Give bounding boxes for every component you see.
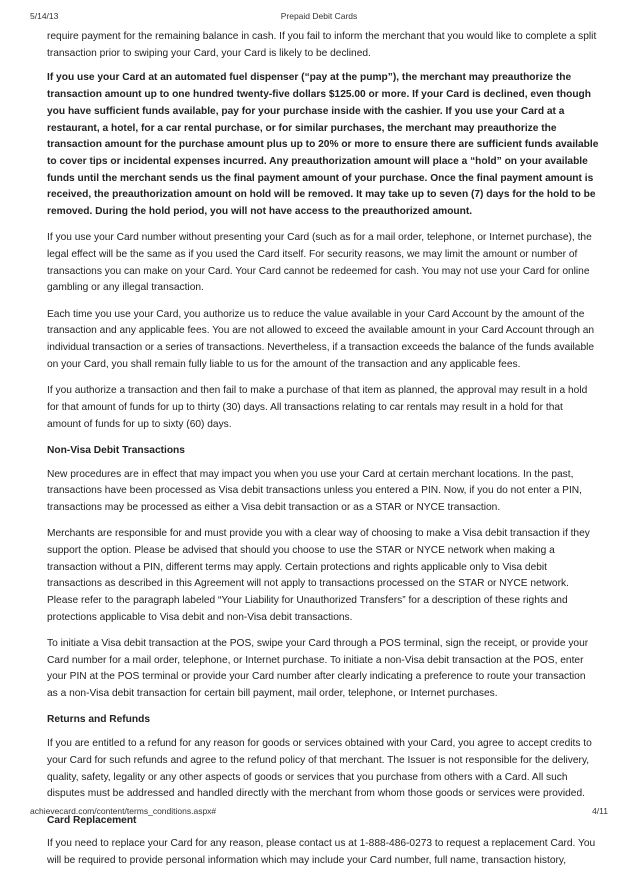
heading-card-replacement: Card Replacement [47,814,137,826]
paragraph-continuation: require payment for the remaining balance in cash. If you fail to inform the merchant that you would like to complete a split transaction prior to swiping your Card, your Card is likely to be declined. [47,31,597,59]
page-url: achievecard.com/content/terms_conditions.aspx# [30,806,217,816]
paragraph-new-procedures: New procedures are in effect that may impact you when you use your Card at certain merchant locations. In the past, transactions have been processed as Visa debit transactions unless you entered a PIN. Now, if you do not enter a PIN, transactions may be processed as either a Visa debit transaction or as a STAR or NYCE transaction. [47,468,582,513]
paragraph-merchants: Merchants are responsible for and must provide you with a clear way of choosing to make a Visa debit transaction if they support the option. Please be advised that should you choose to use the STAR or NYCE network when making a transaction without a PIN, different terms may apply. Certain protections and rights applicable only to Visa debit transactions as described in this Agreement will not apply to transactions processed on the STAR or NYCE network. Please refer to the paragraph labeled “Your Liability for Unauthorized Transfers” for a description of these rights and protections applicable to Visa debit and non-Visa debit transactions. [47,528,590,623]
paragraph-fuel-dispenser: If you use your Card at an automated fuel dispenser (“pay at the pump”), the merchant may preauthorize the transaction amount up to one hundred twenty-five dollars $125.00 or more. If your Card is declined, even though you have sufficient funds available, pay for your purchase inside with the cashier. If you use your Card at a restaurant, a hotel, for a car rental purchase, or for similar purchases, the merchant may preauthorize the transaction amount for the purchase amount plus up to 20% or more to ensure there are sufficient funds available to cover tips or incidental expenses incurred. Any preauthorization amount will place a “hold” on your available funds until the merchant sends us the final payment amount of your purchase. Once the final payment amount is received, the preauthorization amount on hold will be removed. It may take up to seven (7) days for the hold to be removed. During the hold period, you will not have access to the preauthorized amount. [47,72,599,218]
document-body [47,29,599,879]
page-number: 4/11 [592,806,608,816]
heading-non-visa-debit: Non-Visa Debit Transactions [47,444,185,456]
paragraph-card-number-use: If you use your Card number without presenting your Card (such as for a mail order, telephone, or Internet purchase), the legal effect will be the same as if you used the Card itself. For security reasons, we may limit the amount or number of transactions you can make on your Card. Your Card cannot be redeemed for cash. You may not use your Card for online gambling or any illegal transaction. [47,232,592,294]
paragraph-returns: If you are entitled to a refund for any reason for goods or services obtained with your Card, you agree to accept credits to your Card for such refunds and agree to the refund policy of that merchant. The Issuer is not responsible for the delivery, quality, safety, legality or any other aspects of goods or services that you purchase from others with a Card. All such disputes must be addressed and handled directly with the merchant from whom those goods or services were provided. [47,738,592,800]
page-title: Prepaid Debit Cards [280,11,358,21]
print-date: 5/14/13 [30,11,59,21]
paragraph-initiate-transaction: To initiate a Visa debit transaction at the POS, swipe your Card through a POS terminal, sign the receipt, or provide your Card number for a mail order, telephone, or Internet purchase. To initiate a non-Visa debit transaction at the POS, enter your PIN at the POS terminal or provide your Card number after clearly indicating a preference to route your transaction as a non-Visa debit transaction for certain bill payment, mail order, telephone, or Internet purchases. [47,638,589,700]
paragraph-authorize-hold: If you authorize a transaction and then fail to make a purchase of that item as planned, the approval may result in a hold for that amount of funds for up to thirty (30) days. All transactions relating to car rentals may result in a hold for that amount of funds for up to sixty (60) days. [47,385,588,430]
paragraph-card-replacement: If you need to replace your Card for any reason, please contact us at 1-888-486-0273 to request a replacement Card. You will be required to provide personal information which may include your Card number, full name, transaction history, [47,838,596,866]
heading-returns-refunds: Returns and Refunds [47,714,151,726]
paragraph-each-time: Each time you use your Card, you authorize us to reduce the value available in your Card Account by the amount of the transaction and any applicable fees. You are not allowed to exceed the available amount in your Card Account through an individual transaction or a series of transactions. Nevertheless, if a transaction exceeds the balance of the funds available on your Card, you shall remain fully liable to us for the amount of the transaction and any applicable fees. [47,308,595,370]
